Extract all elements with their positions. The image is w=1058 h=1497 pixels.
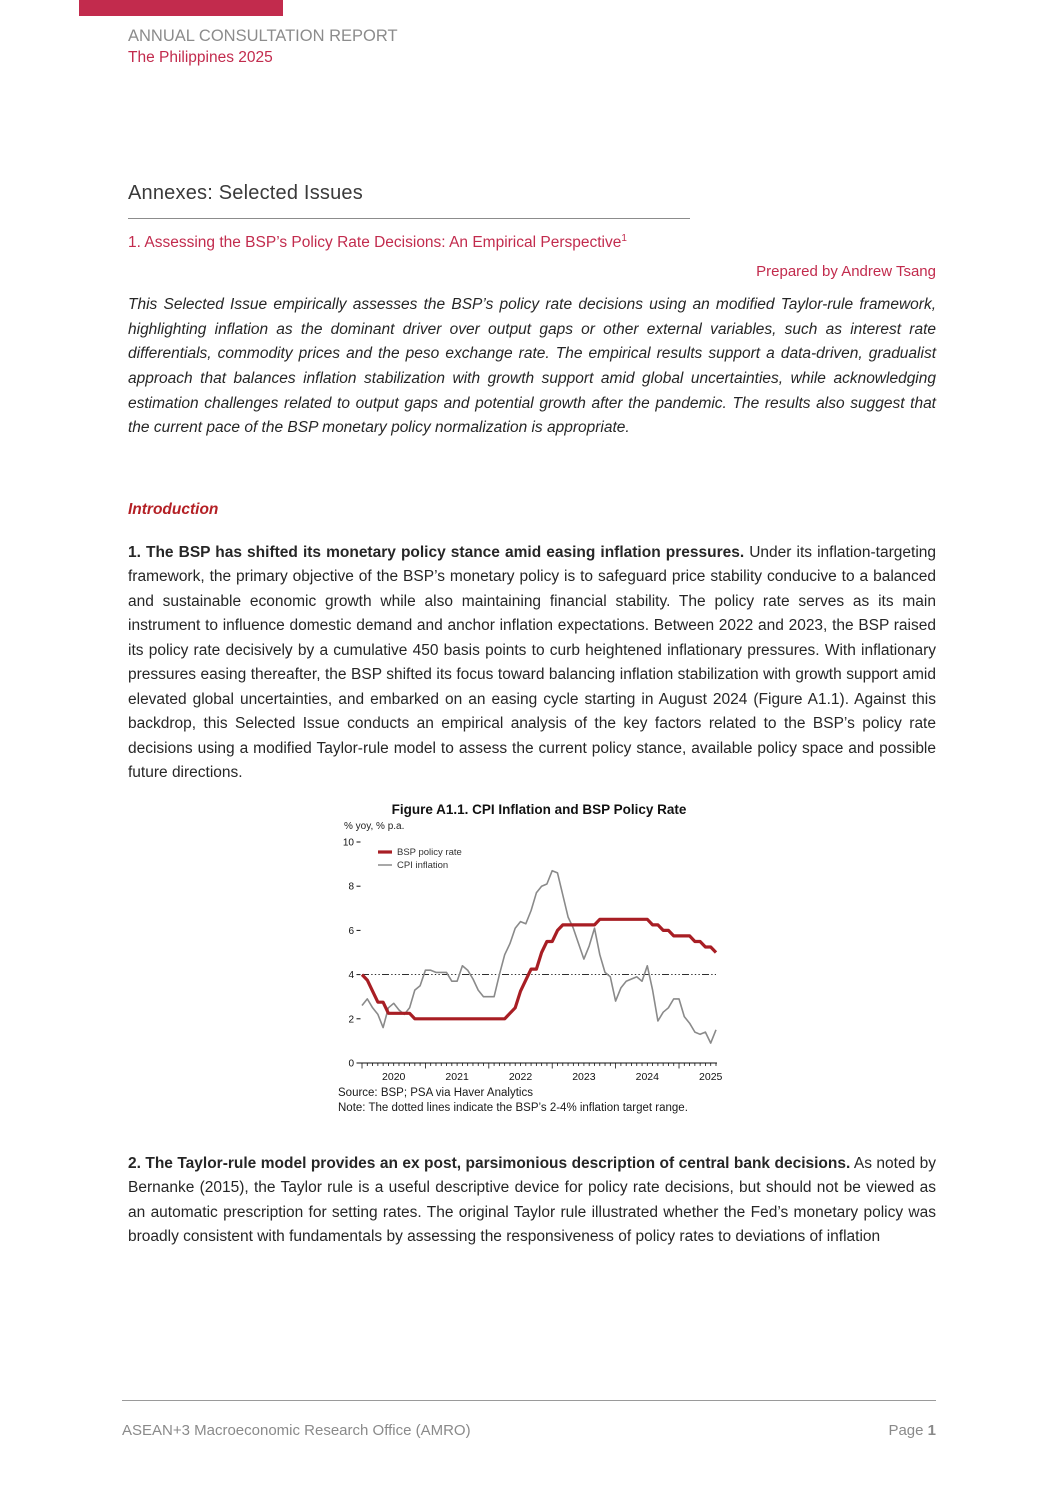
footer-org: ASEAN+3 Macroeconomic Research Office (AMRO): [122, 1422, 471, 1439]
x-tick-label: 2023: [572, 1070, 596, 1083]
x-tick-label: 2020: [382, 1070, 406, 1083]
footer-page: Page 1: [888, 1422, 936, 1439]
section-heading-text: 1. Assessing the BSP’s Policy Rate Decisions: An Empirical Perspective: [128, 234, 622, 252]
content-column: [128, 182, 936, 1250]
report-title: ANNUAL CONSULTATION REPORT: [128, 27, 398, 45]
y-tick-label: 6: [348, 925, 354, 937]
y-tick-label: 2: [348, 1014, 354, 1026]
paragraph-2: [128, 1152, 936, 1250]
brand-bar: [79, 0, 283, 16]
section-heading: [128, 233, 936, 252]
report-subtitle: The Philippines 2025: [128, 49, 273, 66]
paragraph-1: [128, 541, 936, 786]
abstract-paragraph: This Selected Issue empirically assesses the BSP’s policy rate decisions using an modified Taylor-rule framework, highlighting inflation as the dominant driver over output gaps or other external variables, such as interest rate differentials, commodity prices and the peso exchange rate. The empirical results support a data-driven, gradualist approach that balances inflation stabilization with growth support amid global uncertainties, while acknowledging estimation challenges related to output gaps and potential growth after the pandemic. The results also suggest that the current pace of the BSP monetary policy normalization is appropriate.: [128, 296, 936, 437]
introduction-heading: Introduction: [128, 500, 219, 518]
x-tick-label: 2024: [635, 1070, 659, 1083]
x-tick-label: 2025: [699, 1070, 723, 1083]
paragraph-1-lead: 1. The BSP has shifted its monetary policy stance amid easing inflation pressures.: [128, 543, 745, 561]
figure-source: Source: BSP; PSA via Haver Analytics: [338, 1086, 533, 1099]
page-header: [128, 26, 398, 68]
title-rule: [128, 218, 690, 219]
y-tick-label: 4: [348, 969, 354, 981]
legend-label: CPI inflation: [397, 859, 449, 871]
footnote-marker: 1: [621, 233, 627, 244]
paragraph-2-lead: 2. The Taylor-rule model provides an ex post, parsimonious description of central bank decisions.: [128, 1154, 851, 1172]
cpi-policy-rate-chart: [338, 832, 740, 1086]
x-tick-label: 2022: [508, 1070, 533, 1083]
figure-unit-label: % yoy, % p.a.: [344, 820, 405, 832]
bsp-policy-rate-line: [362, 919, 716, 1019]
byline: Prepared by Andrew Tsang: [756, 263, 936, 281]
y-tick-label: 8: [348, 881, 354, 893]
figure-a1-1: [338, 802, 740, 1116]
page-title: Annexes: Selected Issues: [128, 182, 363, 204]
figure-note: Note: The dotted lines indicate the BSP’s 2-4% inflation target range.: [338, 1101, 688, 1114]
x-tick-label: 2021: [445, 1070, 469, 1083]
paragraph-1-body: Under its inflation-targeting framework, the primary objective of the BSP’s monetary policy is to safeguard price stability conducive to a balanced and sustainable economic growth while also maintaining financial stability. The policy rate serves as its main instrument to influence domestic demand and anchor inflation expectations. Between 2022 and 2023, the BSP raised its policy rate decisively by a cumulative 450 basis points to curb heightened inflationary pressures. With inflationary pressures easing thereafter, the BSP shifted its focus toward balancing inflation stabilization with growth support amid elevated global uncertainties, and embarked on an easing cycle starting in August 2024 (Figure A1.1). Against this backdrop, this Selected Issue conducts an empirical analysis of the key factors related to the BSP’s policy rate decisions using a modified Taylor-rule model to assess the current policy stance, available policy space and possible future directions.: [128, 543, 936, 782]
paragraph-2-body: As noted by Bernanke (2015), the Taylor rule is a useful descriptive device for policy rate decisions, but should not be viewed as an automatic prescription for setting rates. The original Taylor rule illustrated whether the Fed’s monetary policy was broadly consistent with fundamentals by assessing the responsiveness of policy rates to deviations of inflation: [128, 1154, 937, 1246]
y-tick-label: 10: [342, 837, 354, 849]
y-tick-label: 0: [348, 1058, 354, 1070]
legend-label: BSP policy rate: [397, 846, 462, 858]
page-footer: [122, 1400, 936, 1439]
figure-title: Figure A1.1. CPI Inflation and BSP Policy Rate: [391, 801, 687, 817]
